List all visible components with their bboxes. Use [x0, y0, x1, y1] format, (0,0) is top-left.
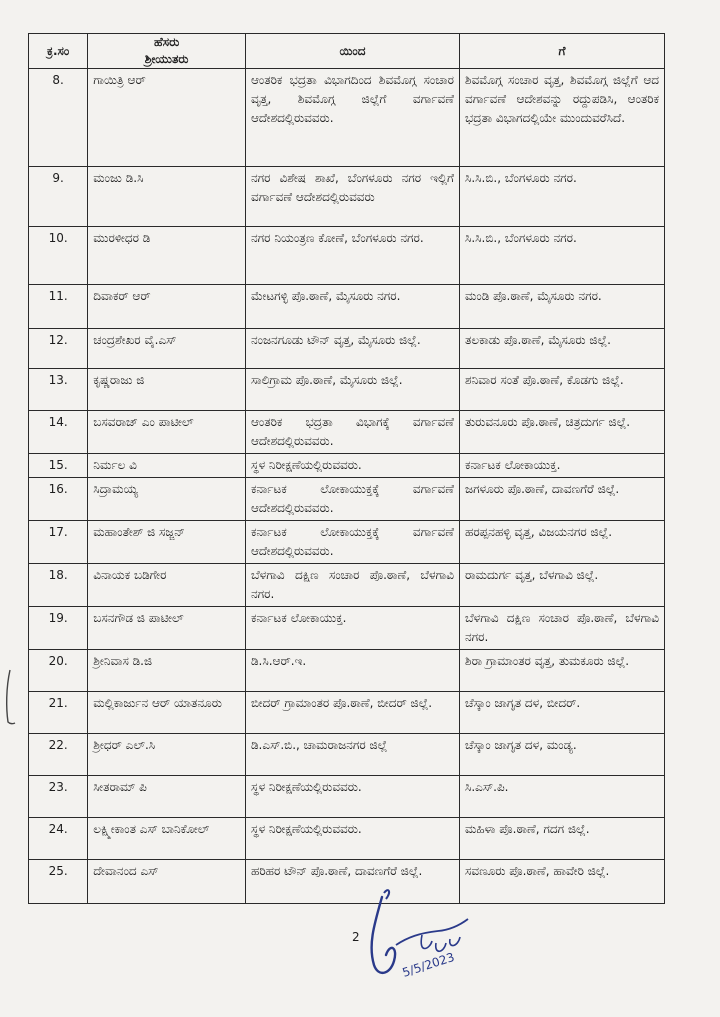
row-from: ಡಿ.ಸಿ.ಆರ್.ಇ.: [246, 650, 460, 692]
row-number: 14.: [29, 411, 88, 454]
signature-date: 5/5/2023: [400, 949, 457, 980]
table-row: [29, 564, 665, 607]
row-from: ನಗರ ನಿಯಂತ್ರಣ ಕೋಣೆ, ಬೆಂಗಳೂರು ನಗರ.: [246, 227, 460, 285]
row-number: 12.: [29, 329, 88, 369]
row-number: 21.: [29, 692, 88, 734]
row-number: 25.: [29, 860, 88, 904]
table-row: [29, 69, 665, 167]
row-name: ಸೀತರಾಮ್ ಪಿ: [88, 776, 246, 818]
row-from: ಸ್ಥಳ ನಿರೀಕ್ಷಣೆಯಲ್ಲಿರುವವರು.: [246, 776, 460, 818]
row-from: ಸಾಲಿಗ್ರಾಮ ಪೊ.ಠಾಣೆ, ಮೈಸೂರು ಜಿಲ್ಲೆ.: [246, 369, 460, 411]
row-number: 23.: [29, 776, 88, 818]
table-row: [29, 734, 665, 776]
row-to: ಹರಪ್ಪನಹಳ್ಳಿ ವೃತ್ತ, ವಿಜಯನಗರ ಜಿಲ್ಲೆ.: [460, 521, 665, 564]
row-from: ಬೆಳಗಾವಿ ದಕ್ಷಿಣ ಸಂಚಾರ ಪೊ.ಠಾಣೆ, ಬೆಳಗಾವಿ ನಗರ.: [246, 564, 460, 607]
table-row: [29, 818, 665, 860]
table-row: [29, 521, 665, 564]
table-row: [29, 478, 665, 521]
row-number: 17.: [29, 521, 88, 564]
table-row: [29, 329, 665, 369]
table-row: [29, 860, 665, 904]
table-row: [29, 369, 665, 411]
row-name: ದೇವಾನಂದ ಎಸ್: [88, 860, 246, 904]
row-to: ಸವಣೂರು ಪೊ.ಠಾಣೆ, ಹಾವೇರಿ ಜಿಲ್ಲೆ.: [460, 860, 665, 904]
table-row: [29, 692, 665, 734]
table-row: [29, 454, 665, 478]
row-name: ಗಾಯಿತ್ರಿ ಆರ್: [88, 69, 246, 167]
row-number: 9.: [29, 167, 88, 227]
row-from: ಹರಿಹರ ಟೌನ್ ಪೊ.ಠಾಣೆ, ದಾವಣಗೆರೆ ಜಿಲ್ಲೆ.: [246, 860, 460, 904]
row-name: ಮುರಳೀಧರ ಡಿ: [88, 227, 246, 285]
page-number: 2: [352, 930, 360, 944]
row-to: ಸಿ.ಎಸ್.ಪಿ.: [460, 776, 665, 818]
row-to: ಮಹಿಳಾ ಪೊ.ಠಾಣೆ, ಗದಗ ಜಿಲ್ಲೆ.: [460, 818, 665, 860]
row-name: ಸಿದ್ರಾಮಯ್ಯ: [88, 478, 246, 521]
row-number: 20.: [29, 650, 88, 692]
margin-mark: [2, 668, 16, 728]
row-to: ತಲಕಾಡು ಪೊ.ಠಾಣೆ, ಮೈಸೂರು ಜಿಲ್ಲೆ.: [460, 329, 665, 369]
row-name: ದಿವಾಕರ್ ಆರ್: [88, 285, 246, 329]
signature-image: [360, 885, 480, 995]
header-to: ಗೆ: [460, 34, 665, 69]
header-name-line2: ಶ್ರೀಯುತರು: [144, 52, 189, 66]
row-name: ಮಲ್ಲಿಕಾರ್ಜುನ ಆರ್ ಯಾತನೂರು: [88, 692, 246, 734]
row-number: 24.: [29, 818, 88, 860]
row-to: ಶನಿವಾರ ಸಂತೆ ಪೊ.ಠಾಣೆ, ಕೊಡಗು ಜಿಲ್ಲೆ.: [460, 369, 665, 411]
row-number: 18.: [29, 564, 88, 607]
table-row: [29, 650, 665, 692]
row-to: ಜಗಳೂರು ಪೊ.ಠಾಣೆ, ದಾವಣಗೆರೆ ಜಿಲ್ಲೆ.: [460, 478, 665, 521]
row-name: ಶ್ರೀಧರ್ ಎಲ್.ಸಿ: [88, 734, 246, 776]
row-name: ಕೃಷ್ಣರಾಜು ಜಿ: [88, 369, 246, 411]
row-to: ಸಿ.ಸಿ.ಬಿ., ಬೆಂಗಳೂರು ನಗರ.: [460, 167, 665, 227]
row-from: ಬೀದರ್ ಗ್ರಾಮಾಂತರ ಪೊ.ಠಾಣೆ, ಬೀದರ್ ಜಿಲ್ಲೆ.: [246, 692, 460, 734]
table-row: [29, 167, 665, 227]
row-to: ಚೆಸ್ಕಾಂ ಜಾಗೃತ ದಳ, ಮಂಡ್ಯ.: [460, 734, 665, 776]
row-number: 11.: [29, 285, 88, 329]
row-name: ಶ್ರೀನಿವಾಸ ಡಿ.ಜಿ: [88, 650, 246, 692]
row-from: ಡಿ.ಎಸ್.ಬಿ., ಚಾಮರಾಜನಗರ ಜಿಲ್ಲೆ: [246, 734, 460, 776]
row-to: ಶಿರಾ ಗ್ರಾಮಾಂತರ ವೃತ್ತ, ತುಮಕೂರು ಜಿಲ್ಲೆ.: [460, 650, 665, 692]
table-row: [29, 227, 665, 285]
table-row: [29, 285, 665, 329]
row-name: ವಿನಾಯಕ ಬಡಿಗೇರ: [88, 564, 246, 607]
row-to: ಶಿವಮೊಗ್ಗ ಸಂಚಾರ ವೃತ್ತ, ಶಿವಮೊಗ್ಗ ಜಿಲ್ಲೆಗೆ ಆದ ವರ್ಗಾವಣೆ ಆದೇಶವನ್ನು ರದ್ದುಪಡಿಸಿ, ಆಂತರಿಕ ಭದ್ರತಾ ವಿಭಾಗದಲ್ಲಿಯೇ ಮುಂದುವರೆಸಿದೆ.: [460, 69, 665, 167]
row-name: ಲಕ್ಷ್ಮೀಕಾಂತ ಎಸ್ ಬಾನಿಕೋಲ್: [88, 818, 246, 860]
row-number: 16.: [29, 478, 88, 521]
row-number: 13.: [29, 369, 88, 411]
table-row: [29, 411, 665, 454]
row-to: ಕರ್ನಾಟಕ ಲೋಕಾಯುಕ್ತ.: [460, 454, 665, 478]
row-name: ಚಂದ್ರಶೇಖರ ವೈ.ಎಸ್: [88, 329, 246, 369]
table-row: [29, 607, 665, 650]
row-to: ಮಂಡಿ ಪೊ.ಠಾಣೆ, ಮೈಸೂರು ನಗರ.: [460, 285, 665, 329]
row-to: ತುರುವನೂರು ಪೊ.ಠಾಣೆ, ಚಿತ್ರದುರ್ಗ ಜಿಲ್ಲೆ.: [460, 411, 665, 454]
row-name: ಬಸನಗೌಡ ಜಿ ಪಾಟೀಲ್: [88, 607, 246, 650]
row-number: 22.: [29, 734, 88, 776]
header-serial: ಕ್ರ.ಸಂ: [29, 34, 88, 69]
transfer-table: [28, 33, 665, 904]
row-from: ಕರ್ನಾಟಕ ಲೋಕಾಯುಕ್ತ.: [246, 607, 460, 650]
row-number: 19.: [29, 607, 88, 650]
row-name: ಬಸವರಾಜ್ ಎಂ ಪಾಟೀಲ್: [88, 411, 246, 454]
row-to: ಸಿ.ಸಿ.ಬಿ., ಬೆಂಗಳೂರು ನಗರ.: [460, 227, 665, 285]
row-from: ನಂಜನಗೂಡು ಟೌನ್ ವೃತ್ತ, ಮೈಸೂರು ಜಿಲ್ಲೆ.: [246, 329, 460, 369]
table-row: [29, 776, 665, 818]
row-name: ನಿರ್ಮಲ ವಿ: [88, 454, 246, 478]
row-from: ಸ್ಥಳ ನಿರೀಕ್ಷಣೆಯಲ್ಲಿರುವವರು.: [246, 818, 460, 860]
row-name: ಮಹಾಂತೇಶ್ ಜಿ ಸಜ್ಜನ್: [88, 521, 246, 564]
header-name: [88, 34, 246, 69]
row-from: ಮೇಟಗಳ್ಳಿ ಪೊ.ಠಾಣೆ, ಮೈಸೂರು ನಗರ.: [246, 285, 460, 329]
row-number: 15.: [29, 454, 88, 478]
row-from: ಕರ್ನಾಟಕ ಲೋಕಾಯುಕ್ತಕ್ಕೆ ವರ್ಗಾವಣೆ ಆದೇಶದಲ್ಲಿರುವವರು.: [246, 521, 460, 564]
row-number: 10.: [29, 227, 88, 285]
row-from: ಆಂತರಿಕ ಭದ್ರತಾ ವಿಭಾಗದಿಂದ ಶಿವಮೊಗ್ಗ ಸಂಚಾರ ವೃತ್ತ, ಶಿವಮೊಗ್ಗ ಜಿಲ್ಲೆಗೆ ವರ್ಗಾವಣೆ ಆದೇಶದಲ್ಲಿರುವವರು.: [246, 69, 460, 167]
row-number: 8.: [29, 69, 88, 167]
row-from: ಆಂತರಿಕ ಭದ್ರತಾ ವಿಭಾಗಕ್ಕೆ ವರ್ಗಾವಣೆ ಆದೇಶದಲ್ಲಿರುವವರು.: [246, 411, 460, 454]
row-to: ರಾಮದುರ್ಗ ವೃತ್ತ, ಬೆಳಗಾವಿ ಜಿಲ್ಲೆ.: [460, 564, 665, 607]
row-from: ಕರ್ನಾಟಕ ಲೋಕಾಯುಕ್ತಕ್ಕೆ ವರ್ಗಾವಣೆ ಆದೇಶದಲ್ಲಿರುವವರು.: [246, 478, 460, 521]
row-to: ಚೆಸ್ಕಾಂ ಜಾಗೃತ ದಳ, ಬೀದರ್.: [460, 692, 665, 734]
row-from: ಸ್ಥಳ ನಿರೀಕ್ಷಣೆಯಲ್ಲಿರುವವರು.: [246, 454, 460, 478]
row-name: ಮಂಜು ಡಿ.ಸಿ: [88, 167, 246, 227]
header-name-line1: ಹೆಸರು: [153, 35, 180, 49]
row-to: ಬೆಳಗಾವಿ ದಕ್ಷಿಣ ಸಂಚಾರ ಪೊ.ಠಾಣೆ, ಬೆಳಗಾವಿ ನಗರ.: [460, 607, 665, 650]
row-from: ನಗರ ವಿಶೇಷ ಶಾಖೆ, ಬೆಂಗಳೂರು ನಗರ ಇಲ್ಲಿಗೆ ವರ್ಗಾವಣೆ ಆದೇಶದಲ್ಲಿರುವವರು: [246, 167, 460, 227]
header-from: ಯಿಂದ: [246, 34, 460, 69]
table-header-row: [29, 34, 665, 69]
